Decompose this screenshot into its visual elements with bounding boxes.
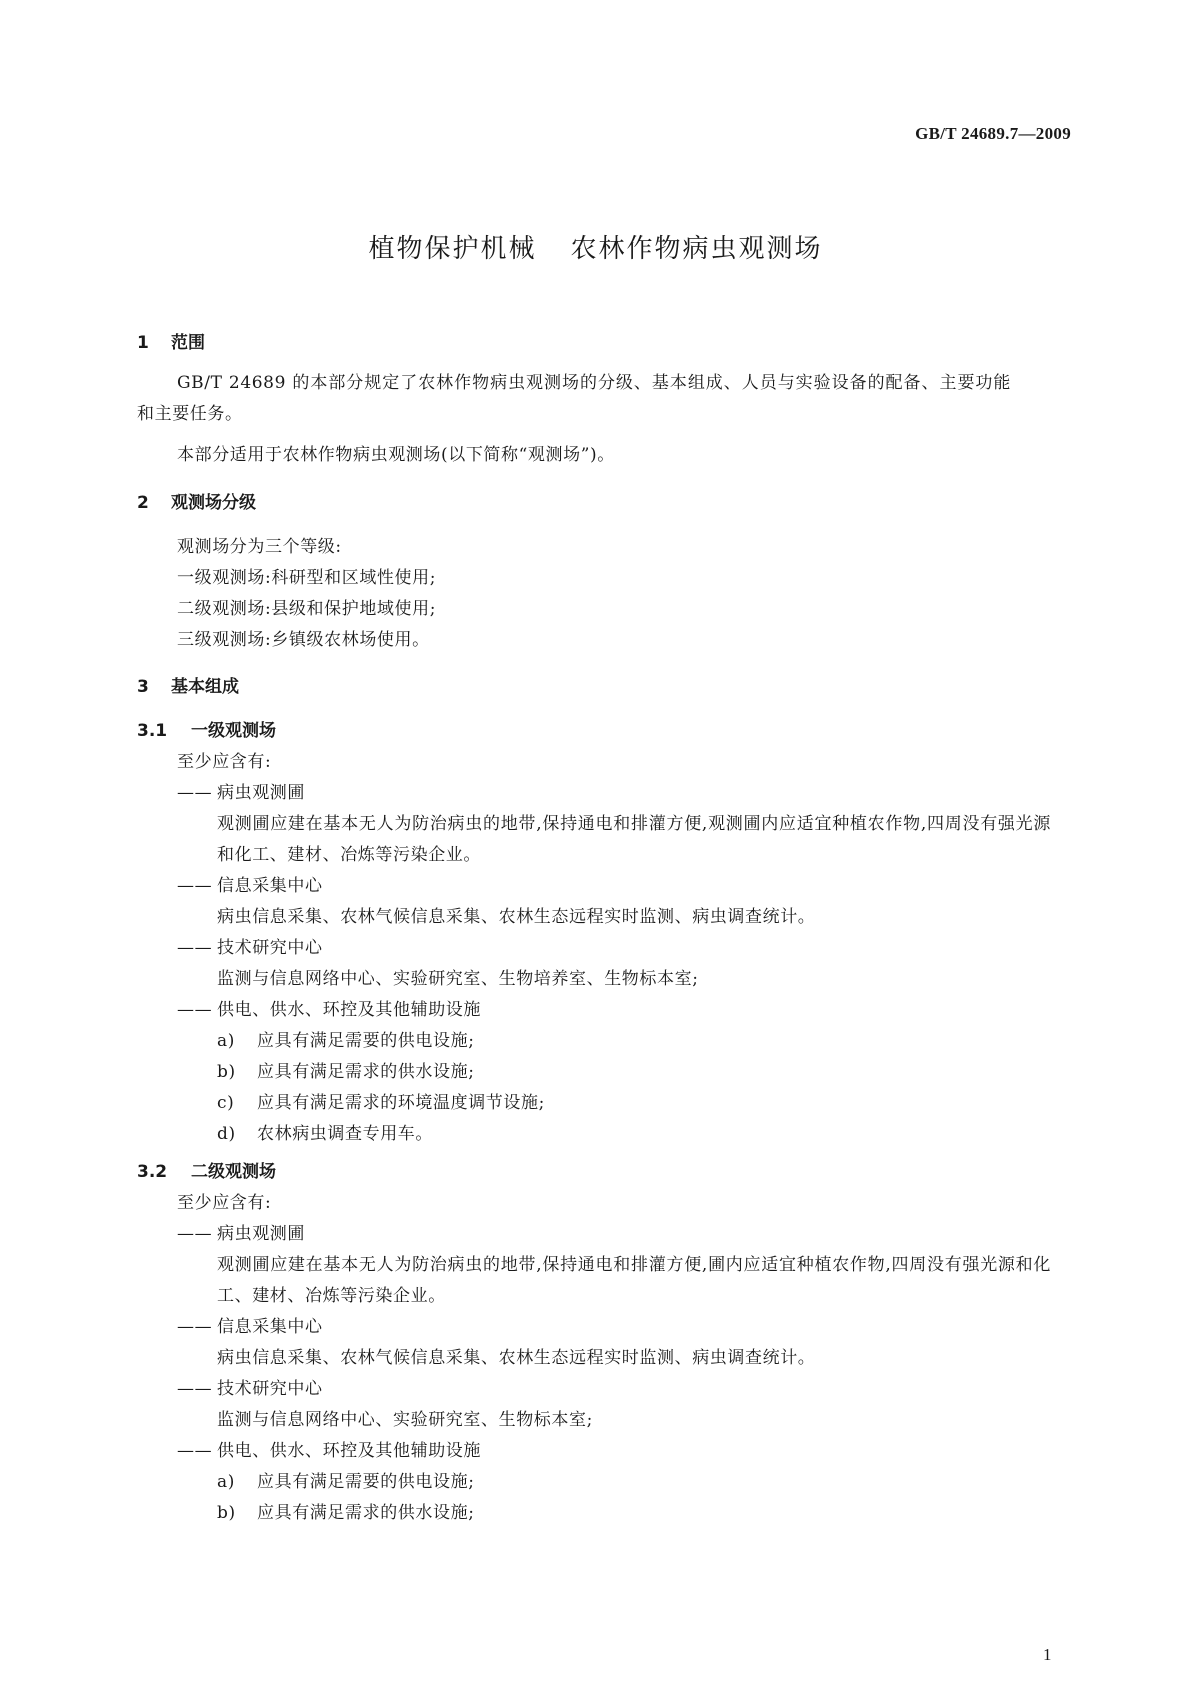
list-item: —— 供电、供水、环控及其他辅助设施 <box>177 1441 481 1461</box>
document-title <box>0 228 1191 265</box>
title-part-2: 农林作物病虫观测场 <box>570 234 823 264</box>
list-item: —— 技术研究中心 <box>177 938 323 958</box>
sub-item: c) 应具有满足需求的环境温度调节设施; <box>217 1093 545 1113</box>
item-description: 病虫信息采集、农林气候信息采集、农林生态远程实时监测、病虫调查统计。 <box>217 907 816 927</box>
list-item: —— 信息采集中心 <box>177 876 323 896</box>
sub-item: a) 应具有满足需要的供电设施; <box>217 1031 475 1051</box>
sub-item: b) 应具有满足需求的供水设施; <box>217 1503 475 1523</box>
grade-level-1: 一级观测场:科研型和区域性使用; <box>177 568 437 588</box>
section-1-heading: 1 范围 <box>137 333 205 353</box>
section-3-1-heading: 3.1 一级观测场 <box>137 721 276 741</box>
title-part-1: 植物保护机械 <box>368 234 537 264</box>
grade-level-3: 三级观测场:乡镇级农林场使用。 <box>177 630 430 650</box>
item-description: 观测圃应建在基本无人为防治病虫的地带,保持通电和排灌方便,观测圃内应适宜种植农作物,四周没有强光源和化工、建材、冶炼等污染企业。 <box>217 814 1051 865</box>
list-item: —— 供电、供水、环控及其他辅助设施 <box>177 1000 481 1020</box>
item-description: 监测与信息网络中心、实验研究室、生物标本室; <box>217 1410 593 1430</box>
standard-number: GB/T 24689.7—2009 <box>915 124 1071 143</box>
item-description: 观测圃应建在基本无人为防治病虫的地带,保持通电和排灌方便,圃内应适宜种植农作物,四周没有强光源和化工、建材、冶炼等污染企业。 <box>217 1255 1051 1306</box>
item-description: 监测与信息网络中心、实验研究室、生物培养室、生物标本室; <box>217 969 699 989</box>
list-item: —— 技术研究中心 <box>177 1379 323 1399</box>
grade-level-2: 二级观测场:县级和保护地域使用; <box>177 599 437 619</box>
section-3-heading: 3 基本组成 <box>137 677 239 697</box>
sub-item: d) 农林病虫调查专用车。 <box>217 1124 433 1144</box>
list-item: —— 病虫观测圃 <box>177 783 305 803</box>
list-item: —— 病虫观测圃 <box>177 1224 305 1244</box>
list-item: —— 信息采集中心 <box>177 1317 323 1337</box>
section-3-2-heading: 3.2 二级观测场 <box>137 1162 276 1182</box>
sub-item: a) 应具有满足需要的供电设施; <box>217 1472 475 1492</box>
section-2-heading: 2 观测场分级 <box>137 493 256 513</box>
item-description: 病虫信息采集、农林气候信息采集、农林生态远程实时监测、病虫调查统计。 <box>217 1348 816 1368</box>
section-1-paragraph-2: 本部分适用于农林作物病虫观测场(以下简称“观测场”)。 <box>177 445 615 465</box>
section-3-1-intro: 至少应含有: <box>177 752 272 772</box>
page-number: 1 <box>1043 1645 1052 1664</box>
section-1-paragraph-1: GB/T 24689 的本部分规定了农林作物病虫观测场的分级、基本组成、人员与实验设备的配备、主要功能和主要任务。 <box>137 373 1011 424</box>
section-3-2-intro: 至少应含有: <box>177 1193 272 1213</box>
grade-intro: 观测场分为三个等级: <box>177 537 342 557</box>
sub-item: b) 应具有满足需求的供水设施; <box>217 1062 475 1082</box>
